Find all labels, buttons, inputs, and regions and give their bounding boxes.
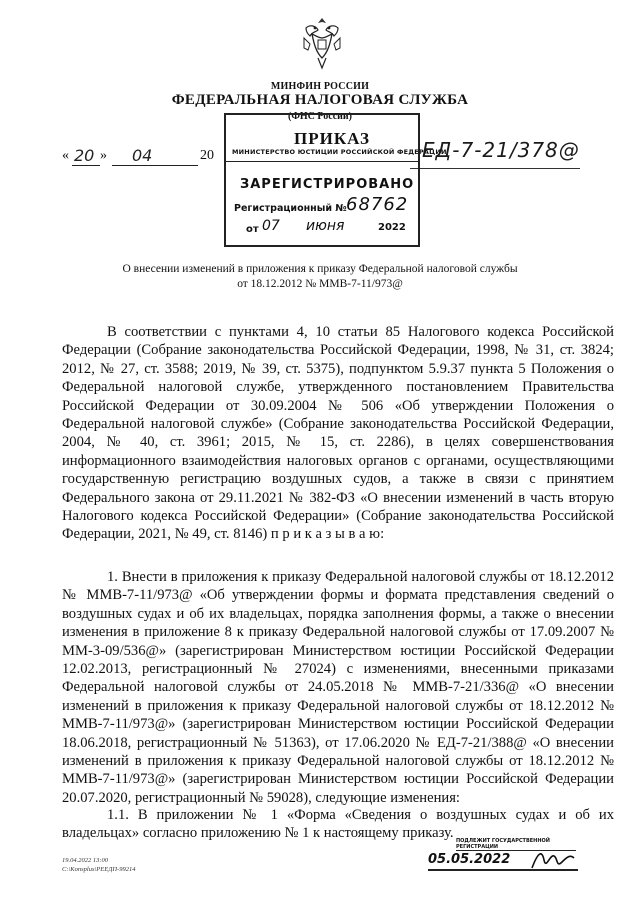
- order-number-underline: [410, 168, 580, 169]
- footer-timestamp: 19.04.2022 13:00: [62, 857, 109, 864]
- preamble-paragraph: В соответствии с пунктами 4, 10 статьи 85 Налогового кодекса Российской Федерации (Собрание законодательства Российской Федерации, 1998, № 31, ст. 3824; 2012, № 27, ст. 3588; 2019, № 39, ст. 5375), подпунктом 5.9.37 пункта 5 Положения о Федеральной налоговой службе, утвержденного постановлением Правительства Российской Федерации от 30.09.2004 № 506 «Об утверждении Положения о Федеральной налоговой службе» (Собрание законодательства Российской Федерации, 2004, № 40, ст. 3961; 2015, № 15, ст. 2286), в целях совершенствования информационного взаимодействия налоговых органов с органами, осуществляющими государственную регистрацию воздушных судов, а также в связи с принятием Федерального закона от 29.11.2021 № 382-ФЗ «О внесении изменений в часть вторую Налогового кодекса Российской Федерации» (Собрание законодательства Российской Федерации, 2021, № 49, ст. 8146) п р и к а з ы в а ю:: [62, 324, 614, 543]
- date-month: 04: [132, 146, 153, 165]
- date-month-underline: [112, 165, 198, 166]
- registration-stamp: [224, 113, 447, 247]
- date-day: 20: [74, 146, 95, 165]
- stamp-year: 2022: [378, 222, 406, 233]
- date-day-underline: [72, 165, 100, 166]
- date-year-prefix: 20: [200, 148, 214, 163]
- stamp-from-label: от: [246, 224, 259, 235]
- clause-1-1-paragraph: 1.1. В приложении № 1 «Форма «Сведения о воздушных судах и об их владельцах» согласно приложению № 1 к настоящему приказу.: [62, 807, 614, 842]
- order-subject: [0, 262, 640, 292]
- handwritten-signature: [528, 846, 578, 876]
- service-short-name: (ФНС России): [287, 111, 352, 122]
- stamp-regno-label: Регистрационный №: [234, 203, 347, 214]
- stamp-day: 07: [262, 218, 280, 234]
- subject-line-1: О внесении изменений в приложения к приказу Федеральной налоговой службы: [122, 263, 518, 275]
- footer-meta: [62, 856, 135, 874]
- signature-stamp: [428, 838, 578, 878]
- service-name: ФЕДЕРАЛЬНАЯ НАЛОГОВАЯ СЛУЖБА: [171, 92, 469, 108]
- order-number: ЕД-7-21/378@: [422, 138, 580, 162]
- signature-stamp-head: ПОДЛЕЖИТ ГОСУДАРСТВЕННОЙ РЕГИСТРАЦИИ: [456, 838, 576, 851]
- document-type-title: ПРИКАЗ: [294, 129, 370, 148]
- coat-of-arms-emblem: [300, 14, 344, 70]
- ministry-name: МИНФИН РОССИИ: [270, 81, 370, 92]
- stamp-registered: ЗАРЕГИСТРИРОВАНО: [240, 177, 415, 192]
- footer-file: C:\Konsplus\РЕЕДП-99214: [62, 866, 136, 873]
- stamp-regno: 68762: [346, 194, 409, 215]
- stamp-month: июня: [306, 218, 345, 234]
- stamp-divider: [226, 161, 418, 162]
- signature-stamp-date: 05.05.2022: [428, 852, 511, 867]
- subject-line-2: от 18.12.2012 № ММВ-7-11/973@: [237, 278, 403, 290]
- stamp-ministry: МИНИСТЕРСТВО ЮСТИЦИИ РОССИЙСКОЙ ФЕДЕРАЦИИ: [232, 148, 447, 156]
- date-quote-open: «: [62, 148, 69, 163]
- date-quote-close: »: [100, 148, 107, 163]
- clause-1-paragraph: 1. Внести в приложения к приказу Федеральной налоговой службы от 18.12.2012 № ММВ-7-11/973@ «Об утверждении формы и формата представления сведений о воздушных судах и об их владельцах, порядка заполнения формы, а также о внесении изменения в приложение 8 к приказу Федеральной налоговой службы от 17.09.2007 № ММ-3-09/536@» (зарегистрирован Министерством юстиции Российской Федерации 12.02.2013, регистрационный № 27024) с изменениями, внесенными приказами Федеральной налоговой службы от 24.05.2018 № ММВ-7-21/336@ «О внесении изменений в приложения к приказу Федеральной налоговой службы от 18.12.2012 № ММВ-7-11/973@» (зарегистрирован Министерством юстиции Российской Федерации 18.06.2018, регистрационный № 51363), от 17.06.2020 № ЕД-7-21/388@ «О внесении изменений в приложения к приказу Федеральной налоговой службы от 18.12.2012 № ММВ-7-11/973@» (зарегистрирован Министерством юстиции Российской Федерации 20.07.2020, регистрационный № 59028), следующие изменения:: [62, 569, 614, 806]
